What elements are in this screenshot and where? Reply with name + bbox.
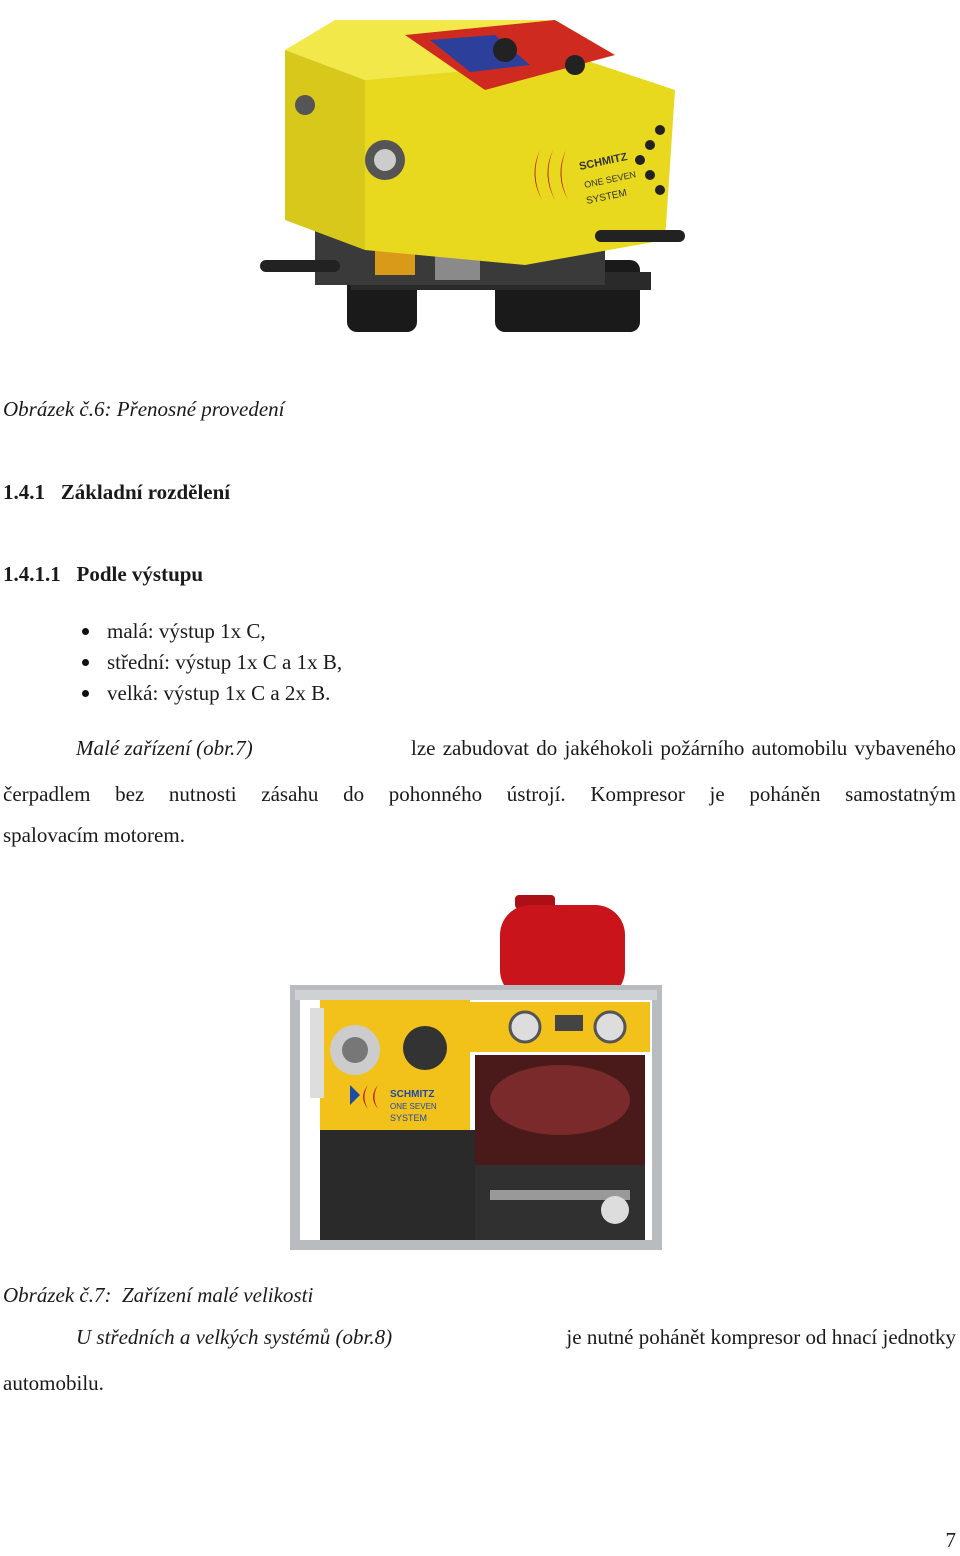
paragraph-2-line-2: automobilu. [3,1371,104,1395]
svg-text:SYSTEM: SYSTEM [390,1113,428,1123]
page-number: 7 [945,1528,956,1552]
list-item: velká: výstup 1x C a 2x B. [68,678,342,709]
paragraph-1-line-2: čerpadlem bez nutnosti zásahu do pohonného ústrojí. Kompresor je poháněn samostatným [3,782,956,806]
figure-6-caption: Obrázek č.6: Přenosné provedení [3,397,285,421]
svg-text:ONE SEVEN: ONE SEVEN [583,169,637,190]
list-item: malá: výstup 1x C, [68,616,342,647]
svg-text:ONE SEVEN: ONE SEVEN [390,1102,437,1111]
para1-rest: lze zabudovat do jakéhokoli požárního automobilu vybaveného [410,736,956,760]
output-size-list [68,616,342,709]
list-item: střední: výstup 1x C a 1x B, [68,647,342,678]
paragraph-1-line-3: spalovacím motorem. [3,823,185,847]
section-heading: 1.4.1 Základní rozdělení [3,480,231,504]
paragraph-2-line-1 [76,1325,956,1350]
svg-text:SYSTEM: SYSTEM [585,187,628,207]
para2-rest: je nutné pohánět kompresor od hnací jednotky [566,1325,956,1349]
svg-text:SCHMITZ: SCHMITZ [390,1089,435,1100]
figure-6-photo [255,10,695,345]
svg-text:SCHMITZ: SCHMITZ [578,151,629,173]
figure-7-caption: Obrázek č.7: Zařízení malé velikosti [3,1283,314,1307]
paragraph-1-line-1 [76,736,956,761]
para1-lead: Malé zařízení (obr.7) [76,736,253,760]
figure-7-photo [290,890,662,1250]
para2-lead: U středních a velkých systémů (obr.8) [76,1325,393,1349]
subsection-heading: 1.4.1.1 Podle výstupu [3,562,204,586]
